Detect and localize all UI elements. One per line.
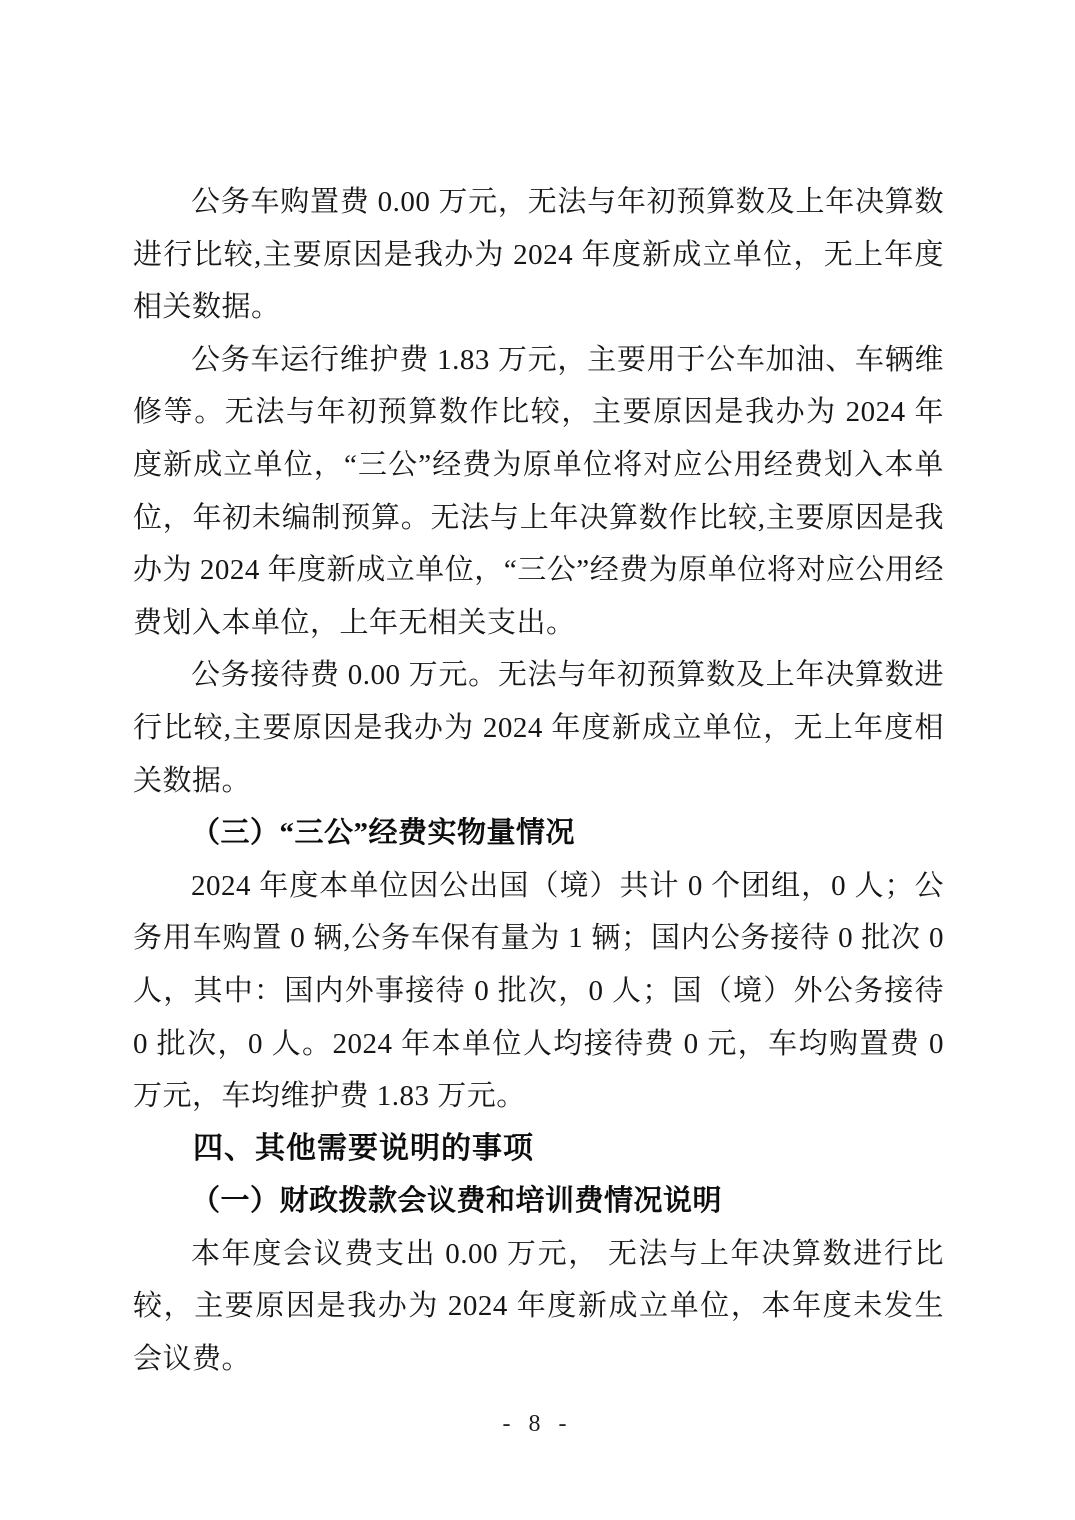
page-footer [0,1411,1075,1438]
heading-three-public-physical-quantity: （三）“三公”经费实物量情况 [191,817,576,850]
heading-meeting-training-fee-explanation: （一）财政拨款会议费和培训费情况说明 [191,1185,723,1218]
page-number: - 8 - [502,1411,573,1437]
heading-other-matters: 四、其他需要说明的事项 [193,1131,534,1165]
paragraph-official-reception-fee: 公务接待费 0.00 万元。无法与年初预算数及上年决算数进行比较,主要原因是我办为 2024 年度新成立单位，无上年度相关数据。 [133,659,944,797]
paragraph-physical-quantity-details: 2024 年度本单位因公出国（境）共计 0 个团组，0 人；公务用车购置 0 辆,公务车保有量为 1 辆；国内公务接待 0 批次 0 人，其中：国内外事接待 0 批次，0 人；国（境）外公务接待 0 批次，0 人。2024 年本单位人均接待费 0 元，车均购置费 0 万元，车均维护费 1.83 万元。 [133,869,944,1113]
paragraph-vehicle-purchase-fee: 公务车购置费 0.00 万元，无法与年初预算数及上年决算数进行比较,主要原因是我办为 2024 年度新成立单位，无上年度相关数据。 [133,186,944,324]
paragraph-meeting-fee: 本年度会议费支出 0.00 万元， 无法与上年决算数进行比较，主要原因是我办为 2024 年度新成立单位，本年度未发生会议费。 [133,1237,944,1376]
paragraph-vehicle-maintenance-fee: 公务车运行维护费 1.83 万元，主要用于公车加油、车辆维修等。无法与年初预算数作比较，主要原因是我办为 2024 年度新成立单位，“三公”经费为原单位将对应公用经费划入本单位，年初未编制预算。无法与上年决算数作比较,主要原因是我办为 2024 年度新成立单位，“三公”经费为原单位将对应公用经费划入本单位，上年无相关支出。 [133,343,944,639]
document-body [133,176,944,1386]
